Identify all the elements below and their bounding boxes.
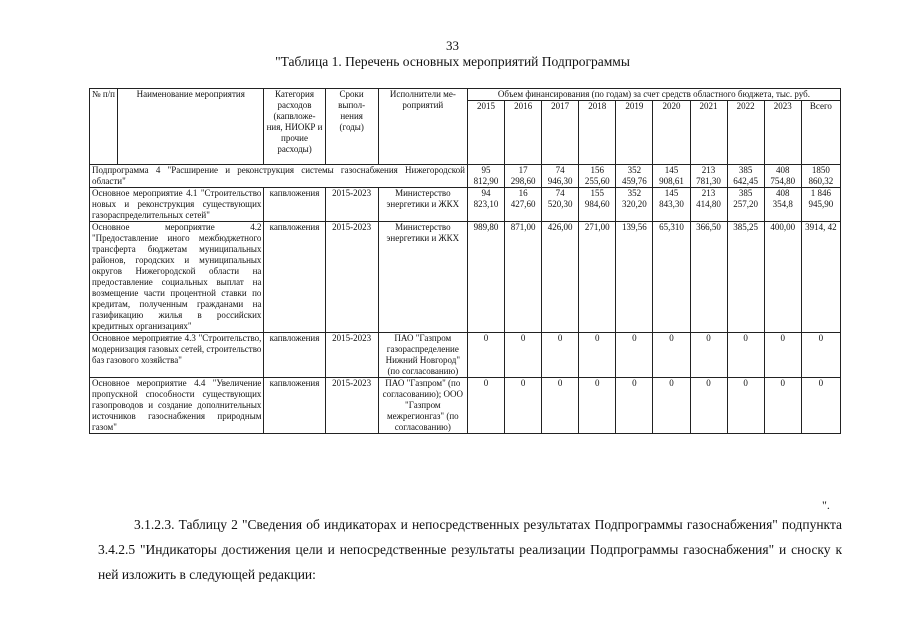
measure-name: Основное мероприятие 4.2 "Предоставление иного межбюджетного трансферта бюджетам муниципальных районов, городских и муниципальных округов Нижегородской области на предоставление социальных выплат на возмещение части процентной ставки по кредитам, полученным гражданами на газификацию жилья в российских кредитных организациях" xyxy=(90,222,264,333)
measure-executors: Министерство энергетики и ЖКХ xyxy=(378,222,467,333)
value-cell: 0 xyxy=(727,333,764,378)
value-cell: 155 984,60 xyxy=(579,188,616,222)
subprogram-name: Подпрограмма 4 "Расширение и реконструкция системы газоснабжения Нижегородской области" xyxy=(90,165,468,188)
value-cell: 16 427,60 xyxy=(505,188,542,222)
total-cell: 1850 860,32 xyxy=(801,165,840,188)
value-cell: 352 320,20 xyxy=(616,188,653,222)
value-cell: 989,80 xyxy=(467,222,504,333)
header-year: 2022 xyxy=(727,101,764,165)
value-cell: 0 xyxy=(505,333,542,378)
value-cell: 95 812,90 xyxy=(467,165,504,188)
header-year: 2021 xyxy=(690,101,727,165)
value-cell: 0 xyxy=(653,378,690,434)
table-row xyxy=(90,378,841,434)
value-cell: 0 xyxy=(467,333,504,378)
header-year: 2018 xyxy=(579,101,616,165)
measure-period: 2015-2023 xyxy=(325,222,378,333)
value-cell: 145 843,30 xyxy=(653,188,690,222)
measure-name: Основное мероприятие 4.3 "Строительство, модернизация газовых сетей, строительство баз газового хозяйства" xyxy=(90,333,264,378)
table-row xyxy=(90,188,841,222)
table-row xyxy=(90,222,841,333)
total-cell: 0 xyxy=(801,333,840,378)
value-cell: 0 xyxy=(505,378,542,434)
body-paragraph-text: 3.1.2.3. Таблицу 2 "Сведения об индикаторах и непосредственных результатах Подпрограммы газоснабжения" подпункта 3.4.2.5 "Индикаторы достижения цели и непосредственные результаты реализации Подпрограммы газоснабжения" и сноску к ней изложить в следующей редакции: xyxy=(98,517,842,582)
value-cell: 0 xyxy=(764,333,801,378)
header-period: Сроки выпол-нения (годы) xyxy=(325,89,378,165)
value-cell: 0 xyxy=(542,333,579,378)
value-cell: 94 823,10 xyxy=(467,188,504,222)
measure-executors: ПАО "Газпром" (по согласованию); ООО "Газпром межрегионгаз" (по согласованию) xyxy=(378,378,467,434)
value-cell: 65,310 xyxy=(653,222,690,333)
value-cell: 0 xyxy=(467,378,504,434)
page-number: 33 xyxy=(446,38,459,53)
measure-category: капвложения xyxy=(264,333,325,378)
value-cell: 213 414,80 xyxy=(690,188,727,222)
header-year: 2016 xyxy=(505,101,542,165)
header-year: 2019 xyxy=(616,101,653,165)
value-cell: 0 xyxy=(616,333,653,378)
value-cell: 871,00 xyxy=(505,222,542,333)
header-name: Наименование мероприятия xyxy=(118,89,264,165)
value-cell: 0 xyxy=(764,378,801,434)
value-cell: 400,00 xyxy=(764,222,801,333)
value-cell: 213 781,30 xyxy=(690,165,727,188)
value-cell: 426,00 xyxy=(542,222,579,333)
value-cell: 385 642,45 xyxy=(727,165,764,188)
measures-table xyxy=(89,88,841,434)
value-cell: 145 908,61 xyxy=(653,165,690,188)
header-year: 2023 xyxy=(764,101,801,165)
measure-name: Основное мероприятие 4.1 "Строительство новых и реконструкция существующих газораспределительных сетей" xyxy=(90,188,264,222)
value-cell: 271,00 xyxy=(579,222,616,333)
value-cell: 139,56 xyxy=(616,222,653,333)
value-cell: 0 xyxy=(653,333,690,378)
value-cell: 74 946,30 xyxy=(542,165,579,188)
header-funding: Объем финансирования (по годам) за счет средств областного бюджета, тыс. руб. xyxy=(467,89,840,101)
value-cell: 385 257,20 xyxy=(727,188,764,222)
header-category: Категория расходов (капвложе-ния, НИОКР и прочие расходы) xyxy=(264,89,325,165)
total-cell: 3914, 42 xyxy=(801,222,840,333)
value-cell: 385,25 xyxy=(727,222,764,333)
value-cell: 0 xyxy=(579,378,616,434)
header-year: 2017 xyxy=(542,101,579,165)
header-num: № п/п xyxy=(90,89,118,165)
table-title: "Таблица 1. Перечень основных мероприятий Подпрограммы xyxy=(275,54,630,69)
value-cell: 408 754,80 xyxy=(764,165,801,188)
header-total: Всего xyxy=(801,101,840,165)
value-cell: 0 xyxy=(579,333,616,378)
total-cell: 0 xyxy=(801,378,840,434)
measure-category: капвложения xyxy=(264,222,325,333)
measure-name: Основное мероприятие 4.4 "Увеличение пропускной способности существующих газопроводов и создание дополнительных источников газоснабжения природным газом" xyxy=(90,378,264,434)
header-year: 2015 xyxy=(467,101,504,165)
value-cell: 0 xyxy=(727,378,764,434)
measure-category: капвложения xyxy=(264,188,325,222)
measure-period: 2015-2023 xyxy=(325,333,378,378)
value-cell: 0 xyxy=(690,333,727,378)
subprogram-row xyxy=(90,165,841,188)
header-executors: Исполнители ме-роприятий xyxy=(378,89,467,165)
value-cell: 408 354,8 xyxy=(764,188,801,222)
measure-period: 2015-2023 xyxy=(325,378,378,434)
total-cell: 1 846 945,90 xyxy=(801,188,840,222)
value-cell: 352 459,76 xyxy=(616,165,653,188)
value-cell: 366,50 xyxy=(690,222,727,333)
header-year: 2020 xyxy=(653,101,690,165)
value-cell: 74 520,30 xyxy=(542,188,579,222)
measure-category: капвложения xyxy=(264,378,325,434)
measure-executors: Министерство энергетики и ЖКХ xyxy=(378,188,467,222)
value-cell: 0 xyxy=(542,378,579,434)
measure-period: 2015-2023 xyxy=(325,188,378,222)
body-paragraph xyxy=(98,512,842,587)
table-row xyxy=(90,333,841,378)
measure-executors: ПАО "Газпром газораспределение Нижний Новгород" (по согласованию) xyxy=(378,333,467,378)
value-cell: 17 298,60 xyxy=(505,165,542,188)
value-cell: 0 xyxy=(690,378,727,434)
closing-quote: ". xyxy=(822,498,830,512)
header-row xyxy=(90,89,841,101)
value-cell: 0 xyxy=(616,378,653,434)
value-cell: 156 255,60 xyxy=(579,165,616,188)
